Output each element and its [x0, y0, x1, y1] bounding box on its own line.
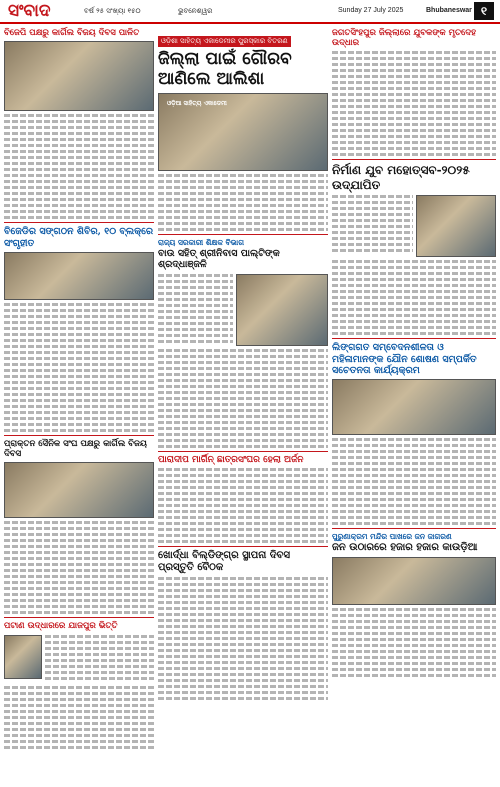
lead-headline: ଜିଲ୍ଲା ପାଇଁ ଗୌରବ ଆଣିଲେ ଆଲିଶା: [158, 49, 292, 90]
story-kicker: ପୁରୁଣାକ୍ରମ ମନ୍ଦିର ପାଖରେ ଜନ ଜାଗରଣ: [332, 532, 452, 542]
story-headline: ଲିଙ୍ଗଗତ ସମ୍ବେଦନଶୀଳତା ଓ ମହିଳାମାନଙ୍କ ଯୌନ ଶୋଷଣ ସମ୍ପର୍କିତ ସଚେତନତା କାର୍ଯ୍ୟକ୍ରମ: [332, 342, 477, 376]
page-number: ୧: [474, 2, 494, 20]
lead-kicker: ଓଡ଼ିଶା ସାହିତ୍ୟ ଏକାଡେମୀର ପୁରସ୍କାର ବିତରଣ: [158, 36, 291, 47]
story-body: [4, 686, 154, 749]
story-photo: [236, 274, 328, 346]
divider: [332, 159, 496, 160]
story-body: [332, 438, 496, 525]
story-body: [158, 349, 328, 448]
story-photo: [332, 557, 496, 605]
story-body: [45, 635, 154, 683]
column-center: [158, 28, 328, 703]
story-photo: [332, 379, 496, 435]
story-body: [332, 608, 496, 677]
date-line: Sunday 27 July 2025: [338, 7, 404, 14]
banner-text: ଓଡ଼ିଆ ସାହିତ୍ୟ ଏକାଡେମୀ: [167, 99, 227, 107]
story-body: [158, 468, 328, 543]
story-headline: ଖୋର୍ଦ୍ଧା ବିଲ୍ଡିଙ୍ଗ୍‌ର ସ୍ଥାପନା ଦିବସ ପ୍ରସ୍ତୁତି ବୈଠକ: [158, 550, 291, 574]
story-body: [158, 274, 233, 346]
city-name: Bhubaneswar: [426, 7, 472, 14]
story-photo: [416, 195, 496, 257]
story-headline: ନିର୍ମାଣ ଯୁବ ମହୋତ୍ସବ-୨୦୨୫ ଉଦ୍‌ଯାପିତ: [332, 163, 470, 192]
story-headline: ଜନ ଉଠାରରେ ହଜାର ହଜାର କାଉଡ଼ିଆ: [332, 542, 478, 554]
story-kicker: ରାଜ୍ୟ ସରକାରୀ ଶିକ୍ଷକ ବିଭାଗ: [158, 237, 244, 247]
story-headline: ପାରାଦୀପ ମାର୍ଗିନ୍ ଛାତ୍ରସଂଘର ହେଲା ଅର୍ଜନ: [158, 454, 304, 465]
award-photo: [158, 93, 328, 171]
issue-line: ବର୍ଷ ୨୫ ସଂଖ୍ୟା ୧୫୦: [84, 7, 141, 15]
column-left: [4, 28, 154, 752]
masthead: [0, 0, 500, 24]
divider: [332, 528, 496, 529]
story-headline: ପ୍ରାକ୍ତନ ସୈନିକ ସଂଘ ପକ୍ଷରୁ କାର୍ଗିଲ ବିଜୟ ଦିବସ: [4, 438, 147, 460]
story-photo: [4, 41, 154, 111]
divider: [4, 617, 154, 618]
story-body: [158, 577, 328, 700]
story-body: [4, 303, 154, 432]
divider: [158, 546, 328, 547]
story-headline: ପଟାଣ ଉଦ୍ଧାରରେ ଯାଜପୁର ଭିତ୍ତି: [4, 621, 118, 632]
story-body: [332, 51, 496, 156]
divider: [158, 234, 328, 235]
column-right: [332, 28, 496, 680]
portrait-photo: [4, 635, 42, 679]
story-body: [4, 114, 154, 219]
divider: [4, 435, 154, 436]
story-headline: ବିଜେଡିର ସଙ୍ଗଠନ ଶିବିର, ୧୦ ବ୍ଲକ୍‌ରେ ସଂଗୃହୀତ: [4, 226, 154, 249]
story-photo: [4, 462, 154, 518]
divider: [158, 451, 328, 452]
edition-name: ଭୁବନେଶ୍ୱର: [178, 7, 213, 15]
story-body: [332, 260, 496, 335]
story-headline: ଜଗତସିଂହପୁର ଜିଲ୍ଲାରେ ଯୁବକଙ୍କ ମୃତଦେହ ଉଦ୍ଧାର: [332, 28, 477, 49]
story-headline: ବାଉ ସହିତ୍ ଶ୍ରୀନିବାସ ପାଲ୍ଟିଙ୍କ ଶ୍ରଦ୍ଧାଞ୍ଜଳି: [158, 247, 280, 271]
newspaper-logo: ସଂବାଦ: [8, 1, 51, 21]
divider: [4, 222, 154, 223]
story-body: [332, 195, 413, 257]
story-photo: [4, 252, 154, 300]
story-headline: ବିଜେପି ପକ୍ଷରୁ କାର୍ଗିଲ ବିଜୟ ଦିବସ ପାଳିତ: [4, 28, 140, 38]
story-body: [4, 521, 154, 614]
divider: [332, 338, 496, 339]
story-body: [158, 174, 328, 231]
